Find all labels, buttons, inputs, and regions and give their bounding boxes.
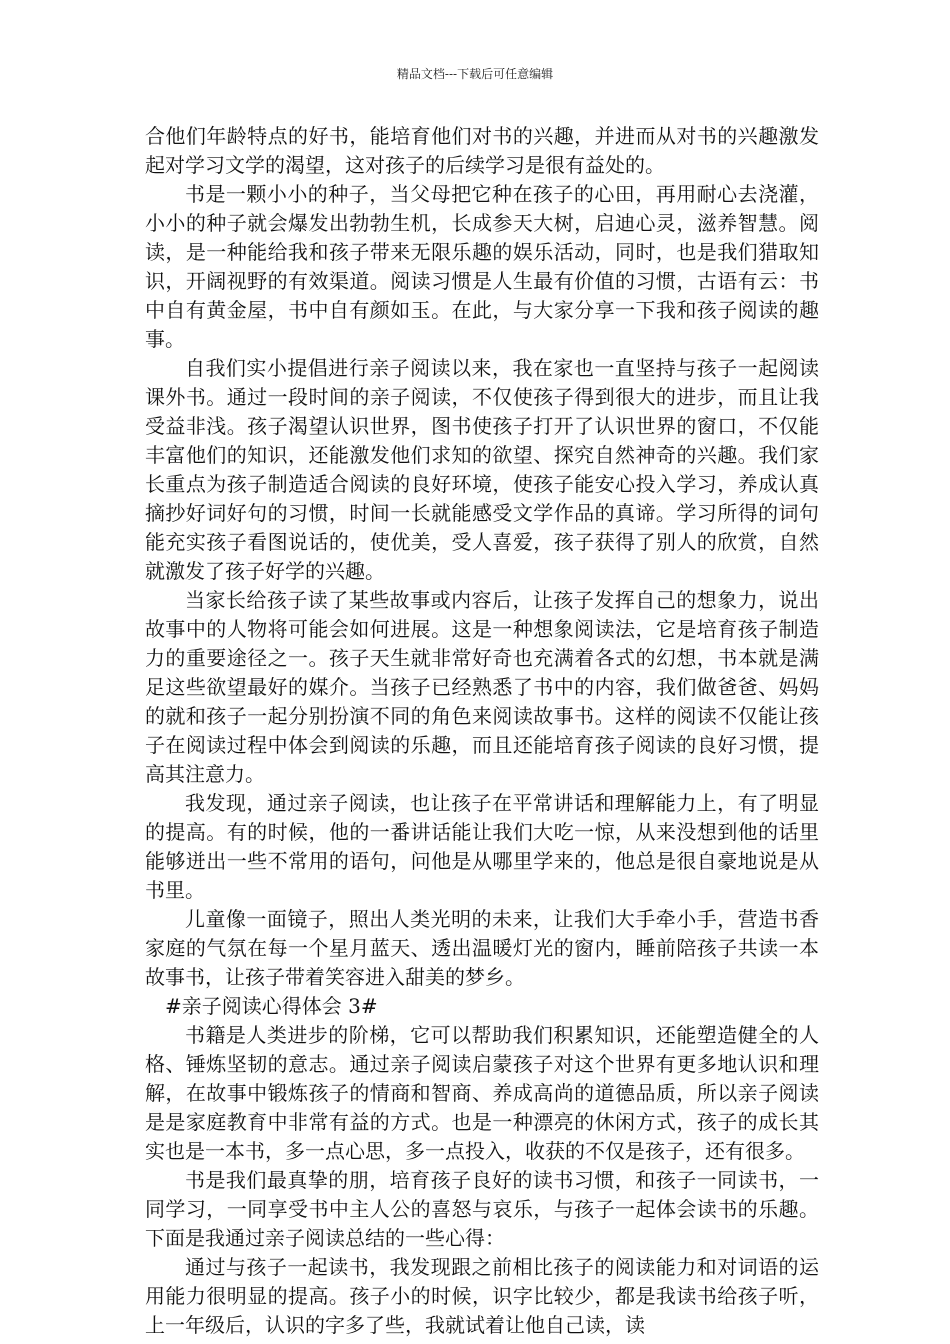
section-heading: #亲子阅读心得体会 3# (165, 994, 378, 1018)
paragraph: 合他们年龄特点的好书，能培育他们对书的兴趣，并进而从对书的兴趣激发起对学习文学的渴望，这对孩子的后续学习是很有益处的。 (145, 124, 819, 177)
paragraph: 通过与孩子一起读书，我发现跟之前相比孩子的阅读能力和对词语的运用能力很明显的提高。孩子小的时候，识字比较少，都是我读书给孩子听，上一年级后，认识的字多了些，我就试着让他自己读，读 (145, 1255, 819, 1337)
paragraph: 我发现，通过亲子阅读，也让孩子在平常讲话和理解能力上，有了明显的提高。有的时候，他的一番讲话能让我们大吃一惊，从来没想到他的话里能够迸出一些不常用的语句，问他是从哪里学来的，他总是很自豪地说是从书里。 (145, 791, 819, 902)
paragraph: 书是一颗小小的种子，当父母把它种在孩子的心田，再用耐心去浇灌，小小的种子就会爆发出勃勃生机，长成参天大树，启迪心灵，滋养智慧。阅读，是一种能给我和孩子带来无限乐趣的娱乐活动，同时，也是我们猎取知识，开阔视野的有效渠道。阅读习惯是人生最有价值的习惯，古语有云：书中自有黄金屋，书中自有颜如玉。在此，与大家分享一下我和孩子阅读的趣事。 (145, 182, 819, 351)
document-body (145, 122, 819, 1340)
paragraph: 儿童像一面镜子，照出人类光明的未来，让我们大手牵小手，营造书香家庭的气氛在每一个星月蓝天、透出温暖灯光的窗内，睡前陪孩子共读一本故事书，让孩子带着笑容进入甜美的梦乡。 (145, 907, 819, 989)
paragraph: 书是我们最真挚的朋，培育孩子良好的读书习惯，和孩子一同读书，一同学习，一同享受书中主人公的喜怒与哀乐，与孩子一起体会读书的乐趣。下面是我通过亲子阅读总结的一些心得： (145, 1168, 819, 1250)
paragraph: 书籍是人类进步的阶梯，它可以帮助我们积累知识，还能塑造健全的人格、锤炼坚韧的意志。通过亲子阅读启蒙孩子对这个世界有更多地认识和理解，在故事中锻炼孩子的情商和智商、养成高尚的道德品质，所以亲子阅读是是家庭教育中非常有益的方式。也是一种漂亮的休闲方式，孩子的成长其实也是一本书，多一点心思，多一点投入，收获的不仅是孩子，还有很多。 (145, 1023, 819, 1163)
page-header: 精品文档---下载后可任意编辑 (396, 67, 554, 81)
paragraph: 自我们实小提倡进行亲子阅读以来，我在家也一直坚持与孩子一起阅读课外书。通过一段时间的亲子阅读，不仅使孩子得到很大的进步，而且让我受益非浅。孩子渴望认识世界，图书使孩子打开了认识世界的窗口，不仅能丰富他们的知识，还能激发他们求知的欲望、探究自然神奇的兴趣。我们家长重点为孩子制造适合阅读的良好环境，使孩子能安心投入学习，养成认真摘抄好词好句的习惯，时间一长就能感受文学作品的真谛。学习所得的词句能充实孩子看图说话的，使优美，受人喜爱，孩子获得了别人的欣赏，自然就激发了孩子好学的兴趣。 (145, 356, 819, 583)
paragraph: 当家长给孩子读了某些故事或内容后，让孩子发挥自己的想象力，说出故事中的人物将可能会如何进展。这是一种想象阅读法，它是培育孩子制造力的重要途径之一。孩子天生就非常好奇也充满着各式的幻想，书本就是满足这些欲望最好的媒介。当孩子已经熟悉了书中的内容，我们做爸爸、妈妈的就和孩子一起分别扮演不同的角色来阅读故事书。这样的阅读不仅能让孩子在阅读过程中体会到阅读的乐趣，而且还能培育孩子阅读的良好习惯，提高其注意力。 (145, 588, 819, 786)
